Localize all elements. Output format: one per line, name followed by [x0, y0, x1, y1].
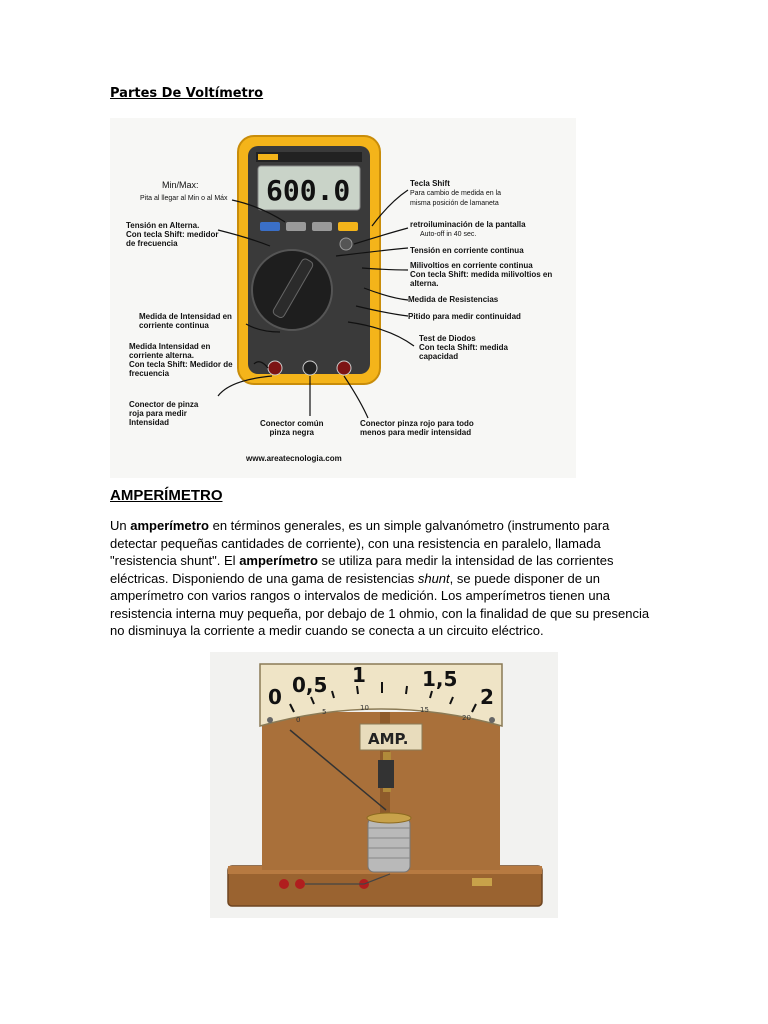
- section-heading: AMPERÍMETRO: [110, 487, 223, 504]
- label-minmax-title: Min/Max:: [162, 180, 199, 190]
- small-label-0: 0: [296, 716, 301, 724]
- page-title: Partes De Voltímetro: [110, 86, 264, 101]
- label-conector-todo: Conector pinza rojo para todo menos para medir intensidad: [360, 419, 474, 437]
- label-tension-alterna: Tensión en Alterna. Con tecla Shift: medidor de frecuencia: [126, 221, 219, 248]
- label-conector-comun: Conector común pinza negra: [260, 419, 324, 437]
- label-pitido: Pitido para medir continuidad: [408, 312, 521, 321]
- multimeter-figure: [110, 118, 576, 478]
- scale-label-1: 1: [352, 663, 366, 687]
- label-diodos: Test de Diodos Con tecla Shift: medida capacidad: [419, 334, 508, 361]
- figure-credit: www.areatecnologia.com: [246, 454, 342, 463]
- label-resistencias: Medida de Resistencias: [408, 295, 499, 304]
- label-tension-continua: Tensión en corriente continua: [410, 246, 524, 255]
- label-retroiluminacion: retroiluminación de la pantalla Auto-off in 40 sec.: [410, 220, 526, 238]
- section-paragraph: Un amperímetro en términos generales, es un simple galvanómetro (instrumento para detectar pequeñas cantidades de corriente), con una resistencia en paralelo, llamada "resistencia shunt". El amperímetro se utiliza para medir la intensidad de las corrientes eléctricas. Disponiendo de una gama de resistencias shunt, se puede disponer de un amperímetro con varios rangos o intervalos de medición. Los amperímetros tienen una resistencia interna muy pequeña, por debajo de 1 ohmio, con la finalidad de que su presencia no disminuya la corriente a medir cuando se conecta a un circuito eléctrico.: [110, 518, 650, 638]
- display-digits: 600.0: [266, 174, 351, 207]
- label-milivoltios: Milivoltios en corriente continua Con tecla Shift: medida milivoltios en alterna.: [410, 261, 553, 288]
- amp-plate-label: AMP.: [368, 730, 409, 748]
- label-intensidad-continua: Medida de Intensidad en corriente continua: [139, 312, 232, 330]
- small-label-20: 20: [462, 714, 471, 722]
- small-label-15: 15: [420, 706, 429, 714]
- ammeter-figure: [210, 652, 558, 918]
- label-minmax-desc: Pita al llegar al Min o al Máx: [140, 195, 228, 202]
- small-label-10: 10: [360, 704, 369, 712]
- label-conector-pinza-roja: Conector de pinza roja para medir Intensidad: [129, 400, 199, 427]
- scale-label-2: 2: [480, 685, 494, 709]
- label-tecla-shift: Tecla Shift Para cambio de medida en la misma posición de lamaneta: [410, 179, 502, 207]
- small-label-5: 5: [322, 708, 327, 716]
- label-intensidad-alterna: Medida Intensidad en corriente alterna. Con tecla Shift: Medidor de frecuencia: [129, 342, 233, 378]
- scale-label-0-5: 0,5: [292, 673, 328, 697]
- scale-label-1-5: 1,5: [422, 667, 458, 691]
- ammeter-illustration: [210, 652, 558, 918]
- scale-label-0: 0: [268, 685, 282, 709]
